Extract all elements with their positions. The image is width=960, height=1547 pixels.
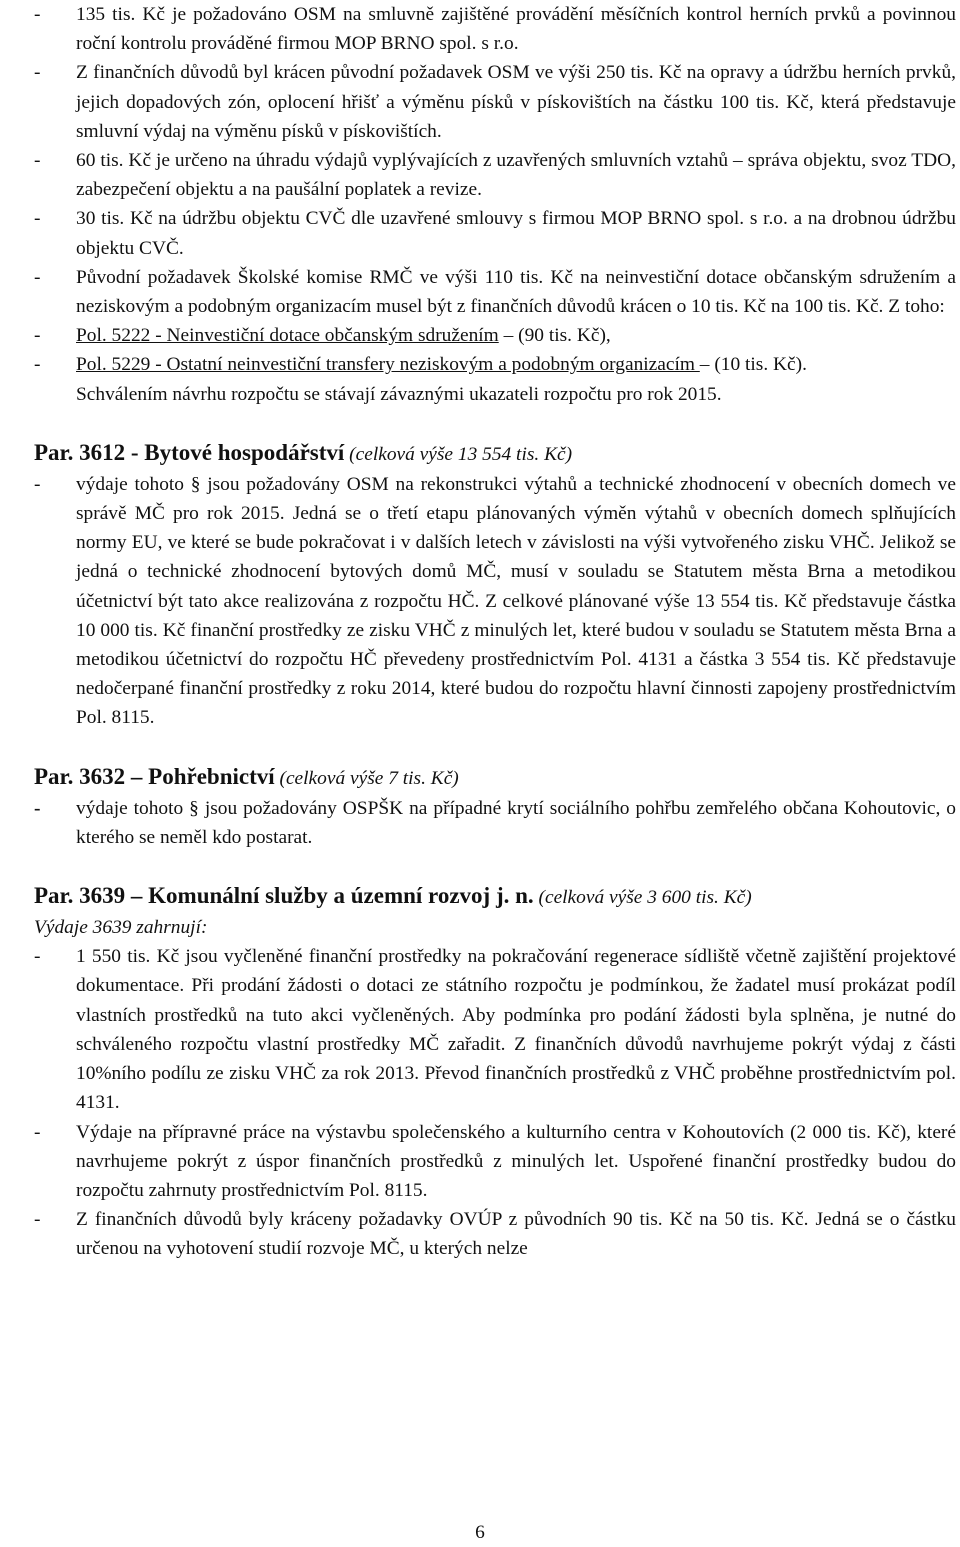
section-heading-3639 xyxy=(34,881,956,913)
section-title: Par. 3612 - Bytové hospodářství xyxy=(34,439,345,465)
list-text: Z finančních důvodů byl krácen původní požadavek OSM ve výši 250 tis. Kč na opravy a údržbu herních prvků, jejich dopadových zón, oplocení hřišť a výměnu písků v pískovištích na částku 100 tis. Kč, která představuje smluvní výdaj na výměnu písků v pískovištích. xyxy=(76,62,956,142)
approval-line: Schválením návrhu rozpočtu se stávají závaznými ukazateli rozpočtu pro rok 2015. xyxy=(76,383,722,405)
list-item xyxy=(34,0,956,58)
list-text: 135 tis. Kč je požadováno OSM na smluvně zajištěné provádění měsíčních kontrol herních prvků a povinnou roční kontrolu prováděné firmou MOP BRNO spol. s r.o. xyxy=(76,4,956,55)
list-text: Původní požadavek Školské komise RMČ ve výši 110 tis. Kč na neinvestiční dotace občanským sdružením a neziskovým a podobným organizacím musel být z finančních důvodů krácen o 10 tis. Kč na 100 tis. Kč. Z toho: xyxy=(76,266,956,318)
section-title: Par. 3639 – Komunální služby a územní rozvoj j. n. xyxy=(34,883,534,909)
pol-5222-label: Pol. 5222 - Neinvestiční dotace občanským sdružením xyxy=(76,325,499,347)
list-item xyxy=(34,263,956,321)
pol-5229-amount: – (10 tis. Kč). xyxy=(699,354,807,376)
pol-5229-label: Pol. 5229 - Ostatní neinvestiční transfery neziskovým a podobným organizacím xyxy=(76,354,700,376)
list-dash: - xyxy=(34,473,41,495)
list-item-pol-5222 xyxy=(34,321,956,350)
page-number: 6 xyxy=(475,1522,485,1543)
list-item xyxy=(34,1118,956,1206)
list-dash: - xyxy=(34,1121,41,1143)
list-dash: - xyxy=(34,62,41,84)
section-total: (celková výše 13 554 tis. Kč) xyxy=(344,443,573,465)
list-dash: - xyxy=(34,208,41,230)
list-dash: - xyxy=(34,354,41,376)
list-text xyxy=(76,321,956,350)
list-item-pol-5229 xyxy=(34,350,956,379)
document-page xyxy=(34,0,956,1264)
list-text: Výdaje na přípravné práce na výstavbu společenského a kulturního centra v Kohoutovích (2 000 tis. Kč), které navrhujeme pokrýt z úspor finančních prostředků z minulých let. Uspořené finanční prostředky budou do rozpočtu zahrnuty prostřednictvím Pol. 8115. xyxy=(76,1121,956,1201)
list-item xyxy=(34,470,956,733)
list-item xyxy=(34,146,956,204)
list-dash: - xyxy=(34,4,41,25)
list-text xyxy=(76,350,956,379)
list-dash: - xyxy=(34,797,41,819)
list-dash: - xyxy=(34,946,41,968)
list-item xyxy=(34,204,956,262)
section-heading-3612 xyxy=(34,438,956,470)
section-title: Par. 3632 – Pohřebnictví xyxy=(34,763,275,789)
section-total: (celková výše 7 tis. Kč) xyxy=(274,767,459,789)
list-item xyxy=(34,794,956,852)
list-text: výdaje tohoto § jsou požadovány OSM na rekonstrukci výtahů a technické zhodnocení v obecních domech ve správě MČ pro rok 2015. Jedná se o třetí etapu plánovaných výměn výtahů v obecních domech splňujících normy EU, ve které se bude pokračovat i v dalších letech v závislosti na výši vytvořeného zisku VHČ. Jelikož se jedná o technické zhodnocení bytových domů MČ, musí v souladu se Statutem města Brna a metodikou účetnictví být tato akce realizována z rozpočtu HČ. Z celkové plánované výše 13 554 tis. Kč představuje částka 10 000 tis. Kč finanční prostředky ze zisku VHČ z minulých let, které budou v souladu se Statutem města Brna a metodikou účetnictví do rozpočtu HČ převedeny prostřednictvím Pol. 4131 a částka 3 554 tis. Kč představuje nedočerpané finanční prostředky z roku 2014, které budou do rozpočtu hlavní činnosti zapojeny prostřednictvím Pol. 8115. xyxy=(76,473,956,729)
section-heading-3632 xyxy=(34,762,956,794)
list-text: 60 tis. Kč je určeno na úhradu výdajů vyplývajících z uzavřených smluvních vztahů – správa objektu, svoz TDO, zabezpečení objektu a na paušální poplatek a revize. xyxy=(76,150,956,201)
list-dash: - xyxy=(34,266,41,288)
list-dash: - xyxy=(34,1209,41,1231)
list-dash: - xyxy=(34,325,41,347)
list-text: výdaje tohoto § jsou požadovány OSPŠK na případné krytí sociálního pohřbu zemřelého občana Kohoutovic, o kterého se neměl kdo postarat. xyxy=(76,797,956,848)
list-item xyxy=(34,58,956,146)
list-text: 30 tis. Kč na údržbu objektu CVČ dle uzavřené smlouvy s firmou MOP BRNO spol. s r.o. a na drobnou údržbu objektu CVČ. xyxy=(76,208,956,259)
list-item xyxy=(34,1205,956,1263)
list-item xyxy=(34,942,956,1117)
list-text: 1 550 tis. Kč jsou vyčleněné finanční prostředky na pokračování regenerace sídliště včetně zajištění projektové dokumentace. Při prodání žádosti o dotaci ze státního rozpočtu je podmínkou, že žadatel musí prokázat podíl vlastních prostředků na tuto akci vyčleněných. Aby podmínka pro podání žádosti byla splněna, je nutné do schváleného rozpočtu vlastní prostředky MČ zařadit. Z finančních důvodů navrhujeme pokrýt výdaj z části 10%ního podílu ze zisku VHČ za rok 2013. Převod finančních prostředků z VHČ proběhne prostřednictvím pol. 4131. xyxy=(76,946,956,1114)
section-subtitle: Výdaje 3639 zahrnují: xyxy=(34,917,208,939)
section-total: (celková výše 3 600 tis. Kč) xyxy=(533,887,752,909)
pol-5222-amount: – (90 tis. Kč), xyxy=(498,325,611,347)
list-text: Z finančních důvodů byly kráceny požadavky OVÚP z původních 90 tis. Kč na 50 tis. Kč. Jedná se o částku určenou na vyhotovení studií rozvoje MČ, u kterých nelze xyxy=(76,1209,956,1260)
list-dash: - xyxy=(34,150,41,172)
